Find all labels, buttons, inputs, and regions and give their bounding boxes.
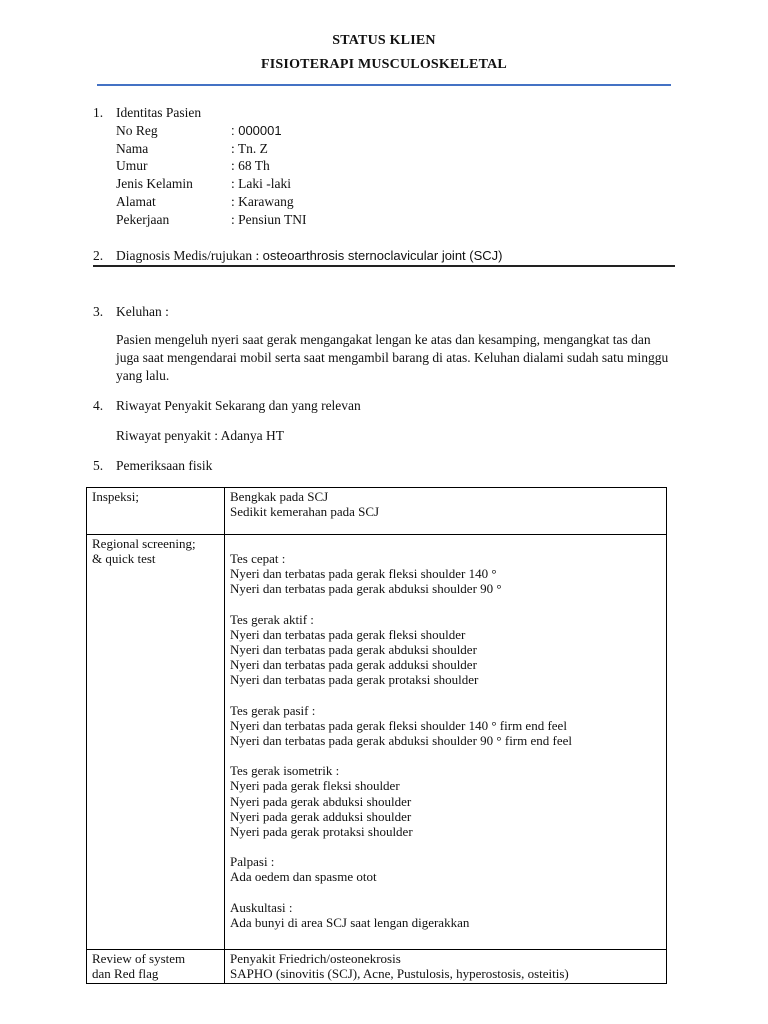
field-label-jenis-kelamin: Jenis Kelamin (116, 176, 193, 191)
spacer (230, 536, 661, 551)
exam-row-title-line: dan Red flag (92, 966, 159, 982)
exam-row-title (87, 535, 225, 950)
diagnosis-underline (93, 265, 675, 267)
field-value-alamat: : Karawang (231, 194, 294, 209)
field-label-umur: Umur (116, 158, 148, 173)
exam-label: Pemeriksaan fisik (116, 458, 213, 473)
diagnosis-line (116, 248, 503, 264)
field-value-pekerjaan: : Pensiun TNI (231, 212, 307, 227)
finding-line: Nyeri dan terbatas pada gerak fleksi shoulder 140 ° firm end feel (230, 717, 567, 733)
finding-line: Nyeri pada gerak fleksi shoulder (230, 778, 400, 794)
field-label-nama: Nama (116, 141, 149, 156)
exam-row-findings (225, 950, 667, 984)
spacer (230, 885, 661, 900)
finding-line: Bengkak pada SCJ (230, 489, 329, 504)
finding-line: Ada oedem dan spasme otot (230, 869, 377, 885)
diagnosis-value: osteoarthrosis sternoclavicular joint (SCJ) (262, 248, 503, 263)
finding-line: Nyeri dan terbatas pada gerak protaksi shoulder (230, 672, 479, 688)
exam-row-title-line: Review of system (92, 951, 186, 966)
section-number-5: 5. (93, 458, 104, 473)
spacer (230, 597, 661, 612)
finding-line: Nyeri dan terbatas pada gerak abduksi shoulder 90 ° (230, 581, 502, 597)
finding-line: SAPHO (sinovitis (SCJ), Acne, Pustulosis, hyperostosis, osteitis) (230, 966, 569, 982)
document-title: STATUS KLIEN (332, 33, 436, 48)
finding-line: Nyeri dan terbatas pada gerak fleksi shoulder 140 ° (230, 566, 497, 582)
identity-heading: Identitas Pasien (116, 105, 202, 120)
finding-line: Auskultasi : (230, 899, 293, 915)
exam-row-title-line: Inspeksi; (92, 489, 139, 504)
title-divider (97, 84, 671, 86)
exam-row-findings (225, 535, 667, 950)
finding-line: Nyeri pada gerak protaksi shoulder (230, 824, 413, 840)
document-subtitle: FISIOTERAPI MUSCULOSKELETAL (261, 57, 507, 72)
complaint-text: Pasien mengeluh nyeri saat gerak mengangakat lengan ke atas dan kesamping, mengangkat tas dan juga saat mengendarai mobil serta saat mengambil barang di atas. Keluhan dialami sudah satu minggu yang lalu. (116, 332, 669, 383)
diagnosis-label: Diagnosis Medis/rujukan : (116, 248, 260, 263)
finding-line: Tes gerak aktif : (230, 611, 314, 627)
exam-row-regional-screening (87, 535, 667, 950)
spacer (230, 748, 661, 763)
finding-line: Tes gerak isometrik : (230, 763, 340, 779)
exam-row-title (87, 950, 225, 984)
spacer (230, 839, 661, 854)
field-value-jenis-kelamin: : Laki -laki (231, 176, 291, 191)
finding-line: Palpasi : (230, 854, 275, 870)
exam-row-title-line: & quick test (92, 551, 156, 567)
finding-line: Ada bunyi di area SCJ saat lengan digerakkan (230, 914, 470, 930)
field-value-umur: : 68 Th (231, 158, 270, 173)
finding-line: Nyeri dan terbatas pada gerak adduksi shoulder (230, 657, 477, 673)
finding-line: Nyeri dan terbatas pada gerak abduksi shoulder 90 ° firm end feel (230, 733, 572, 749)
exam-row-title (87, 488, 225, 535)
section-number-4: 4. (93, 398, 104, 413)
section-number-2: 2. (93, 248, 104, 263)
finding-line: Tes gerak pasif : (230, 702, 316, 718)
finding-line: Nyeri dan terbatas pada gerak abduksi shoulder (230, 642, 477, 658)
section-number-1: 1. (93, 105, 104, 120)
field-label-alamat: Alamat (116, 194, 156, 209)
history-text: Riwayat penyakit : Adanya HT (116, 428, 284, 443)
field-value-nama: : Tn. Z (231, 141, 268, 156)
physical-exam-table (86, 487, 667, 984)
finding-line: Nyeri pada gerak abduksi shoulder (230, 793, 412, 809)
history-label: Riwayat Penyakit Sekarang dan yang relevan (116, 398, 361, 413)
complaint-label: Keluhan : (116, 304, 169, 319)
finding-line: Nyeri dan terbatas pada gerak fleksi shoulder (230, 626, 466, 642)
field-label-no-reg: No Reg (116, 123, 158, 138)
section-number-3: 3. (93, 304, 104, 319)
field-value-no-reg: : 000001 (231, 123, 282, 138)
finding-line: Tes cepat : (230, 551, 286, 566)
exam-row-findings (225, 488, 667, 535)
exam-row-inspeksi (87, 488, 667, 535)
finding-line: Sedikit kemerahan pada SCJ (230, 504, 380, 520)
finding-line: Penyakit Friedrich/osteonekrosis (230, 951, 401, 966)
exam-row-title-line: Regional screening; (92, 536, 196, 551)
field-label-pekerjaan: Pekerjaan (116, 212, 170, 227)
spacer (230, 688, 661, 703)
finding-line: Nyeri pada gerak adduksi shoulder (230, 808, 412, 824)
exam-row-review-of-system (87, 950, 667, 984)
